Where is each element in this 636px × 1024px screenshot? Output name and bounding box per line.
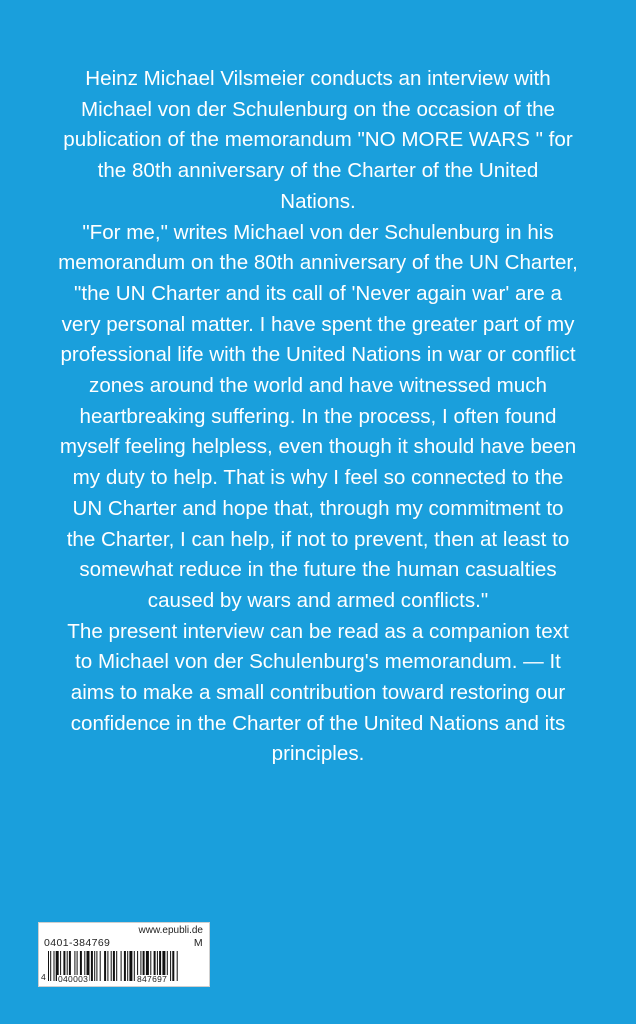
barcode-label xyxy=(38,922,210,987)
barcode-bar xyxy=(107,951,108,981)
barcode-bar xyxy=(170,951,171,981)
barcode-bar xyxy=(113,951,115,981)
product-code-suffix: M xyxy=(193,937,203,949)
publisher-url: www.epubli.de xyxy=(138,925,203,936)
product-code xyxy=(44,937,203,949)
blurb-paragraph-1: Heinz Michael Vilsmeier conducts an interview with Michael von der Schulenburg on the occasion of the publication of the memorandum "NO MORE WARS " for the 80th anniversary of the Charter of the United Nations. xyxy=(63,67,573,213)
product-code-number: 0401-384769 xyxy=(44,937,111,949)
barcode-bar xyxy=(48,951,49,981)
barcode-bar xyxy=(100,951,101,981)
barcode-bar xyxy=(172,951,174,981)
barcode-bar xyxy=(94,951,95,981)
barcode-bar xyxy=(127,951,128,981)
barcode-bar xyxy=(54,951,55,981)
blurb-paragraph-3: The present interview can be read as a companion text to Michael von der Schulenburg's memorandum. — It aims to make a small contribution toward restoring our confidence in the Charter of the United Nations and its principles. xyxy=(67,619,569,766)
barcode-bar xyxy=(104,951,106,981)
barcode-bar xyxy=(129,951,132,981)
barcode-digits-left: 040003 xyxy=(58,974,89,984)
barcode-bar xyxy=(50,951,51,981)
blurb-paragraph-2: "For me," writes Michael von der Schulenburg in his memorandum on the 80th anniversary of the UN Charter, "the UN Charter and its call of 'Never again war' are a very personal matter. I have spent the greater part of my professional life with the United Nations in war or conflict zones around the world and have witnessed much heartbreaking suffering. In the process, I often found myself feeling helpless, even though it should have been my duty to help. That is why I feel so connected to the UN Charter and hope that, through my commitment to the Charter, I can help, if not to prevent, then at least to somewhat reduce in the future the human casualties caused by wars and armed conflicts." xyxy=(58,220,578,612)
barcode-bar xyxy=(121,951,122,981)
back-cover-blurb xyxy=(58,64,578,770)
barcode-bar xyxy=(111,951,112,981)
barcode-bar xyxy=(91,951,93,981)
barcode-digit-first: 4 xyxy=(41,972,46,982)
barcode-bar xyxy=(96,951,97,981)
barcode-bar xyxy=(134,951,135,981)
barcode-bar xyxy=(116,951,117,981)
barcode-bar xyxy=(177,951,178,981)
barcode-bar xyxy=(124,951,126,981)
barcode-digits-right: 847697 xyxy=(137,974,168,984)
